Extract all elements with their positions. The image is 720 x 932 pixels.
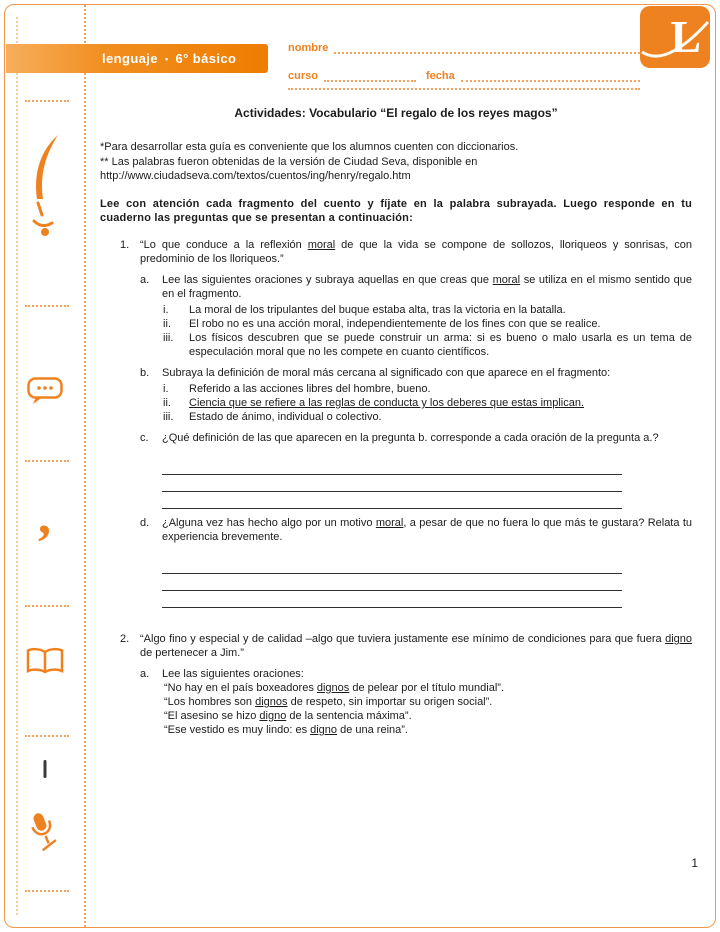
answer-line [162, 574, 622, 591]
fecha-field-line [461, 69, 640, 82]
question-quote: “Lo que conduce a la reflexión moral de que la vida se compone de sollozos, lloriqueos y sonrisas, con predominio de los lloriqueos.” [140, 239, 692, 265]
sentence: “No hay en el país boxeadores dignos de pelear por el título mundial”. [164, 682, 504, 694]
roman-label: iii. [163, 411, 174, 423]
roman-text: La moral de los tripulantes del buque estaba alta, tras la victoria en la batalla. [189, 304, 566, 316]
question-part-c [140, 431, 692, 509]
roman-label: i. [163, 304, 169, 316]
roman-text: Referido a las acciones libres del hombre, bueno. [189, 383, 431, 395]
question-part-a [140, 667, 692, 737]
roman-text: Estado de ánimo, individual o colectivo. [189, 411, 382, 423]
question-number: 1. [120, 239, 130, 251]
fecha-label: fecha [425, 70, 455, 82]
answer-line [162, 458, 622, 475]
comma-icon: , [38, 488, 51, 545]
sentence: “Los hombres son dignos de respeto, sin importar su origen social”. [164, 696, 493, 708]
nombre-row [288, 30, 640, 54]
question-quote: “Algo fino y especial y de calidad –algo que tuviera justamente ese mínimo de condiciones para que fuera digno de pertenecer a Jim.” [140, 633, 692, 659]
open-book-icon [26, 647, 64, 680]
roman-text: El robo no es una acción moral, independientemente de los fines con que se realice. [189, 318, 601, 330]
sidebar-dotted-line [16, 17, 18, 915]
answer-lines [162, 458, 622, 509]
instructions: Lee con atención cada fragmento del cuento y fíjate en la palabra subrayada. Luego responde en tu cuaderno las preguntas que se presentan a continuación: [100, 198, 692, 224]
roman-text: Ciencia que se refiere a las reglas de conducta y los deberes que estas implican. [189, 397, 585, 409]
answer-line [162, 557, 622, 574]
nombre-label: nombre [288, 42, 329, 54]
speech-bubble-icon [27, 377, 63, 410]
part-text: ¿Qué definición de las que aparecen en la pregunta b. corresponde a cada oración de la pregunta a.? [162, 432, 659, 444]
dotted-divider [25, 735, 69, 737]
worksheet-content [100, 100, 692, 737]
band-bullet: ▪ [164, 54, 169, 64]
page-number: 1 [691, 856, 698, 870]
grade-label: 6° básico [175, 51, 237, 66]
logo-letter: L [670, 11, 701, 62]
note-2 [100, 155, 692, 183]
part-text: Lee las siguientes oraciones: [162, 668, 304, 680]
sentence-list [164, 681, 692, 737]
answer-lines [162, 557, 622, 608]
roman-item [163, 317, 692, 331]
answer-line [162, 591, 622, 608]
subject-band [6, 44, 268, 73]
curso-fecha-row [288, 58, 640, 82]
part-text: Lee las siguientes oraciones y subraya aquellas en que creas que moral se utiliza en el mismo sentido que en el fragmento. [162, 274, 692, 300]
quill-pen-icon [28, 133, 62, 242]
roman-item [163, 331, 692, 359]
question-number: 2. [120, 633, 130, 645]
roman-list [163, 382, 692, 424]
part-text: ¿Alguna vez has hecho algo por un motivo moral, a pesar de que no fuera lo que más te gustara? Relata tu experiencia brevemente. [162, 517, 692, 543]
question-part-d [140, 516, 692, 608]
microphone-icon [23, 807, 65, 862]
part-label: c. [140, 432, 149, 444]
roman-label: ii. [163, 318, 171, 330]
dotted-divider [25, 605, 69, 607]
nombre-field-line [334, 41, 640, 54]
part-label: a. [140, 274, 150, 286]
roman-label: iii. [163, 332, 174, 344]
roman-label: ii. [163, 397, 171, 409]
roman-item [163, 396, 692, 410]
dotted-divider [25, 100, 69, 102]
part-label: b. [140, 367, 150, 379]
roman-item [163, 382, 692, 396]
dotted-divider [25, 460, 69, 462]
question-part-a [140, 273, 692, 359]
header-dotted-rule [288, 88, 640, 90]
part-label: a. [140, 668, 150, 680]
roman-list [163, 303, 692, 359]
note-1: *Para desarrollar esta guía es conveniente que los alumnos cuenten con diccionarios. [100, 141, 519, 153]
question-2 [120, 632, 692, 737]
note-2-text: ** Las palabras fueron obtenidas de la versión de Ciudad Seva, disponible en [100, 156, 478, 168]
answer-line [162, 475, 622, 492]
vertical-stroke-icon [43, 760, 46, 778]
part-text: Subraya la definición de moral más cercana al significado con que aparece en el fragmento: [162, 367, 611, 379]
decorative-sidebar [5, 5, 86, 927]
sentence: “El asesino se hizo digno de la sentencia máxima”. [164, 710, 412, 722]
roman-label: i. [163, 383, 169, 395]
dotted-divider [25, 890, 69, 892]
sentence: “Ese vestido es muy lindo: es digno de una reina”. [164, 724, 408, 736]
student-fields [288, 30, 640, 90]
curso-label: curso [288, 70, 318, 82]
roman-item [163, 410, 692, 424]
dotted-divider [25, 305, 69, 307]
logo-tile [640, 6, 710, 68]
answer-line [162, 492, 622, 509]
subject-label: lenguaje [102, 51, 158, 66]
roman-item [163, 303, 692, 317]
question-1 [120, 238, 692, 608]
question-part-b [140, 366, 692, 424]
page-title: Actividades: Vocabulario “El regalo de los reyes magos” [234, 106, 558, 120]
part-label: d. [140, 517, 150, 529]
roman-text: Los físicos descubren que se puede construir un arma: si es bueno o malo usarla es un tema de especulación moral que no les compete en cuanto científicos. [189, 332, 692, 358]
source-url: http://www.ciudadseva.com/textos/cuentos/ing/henry/regalo.htm [100, 170, 411, 182]
curso-field-line [324, 69, 416, 82]
